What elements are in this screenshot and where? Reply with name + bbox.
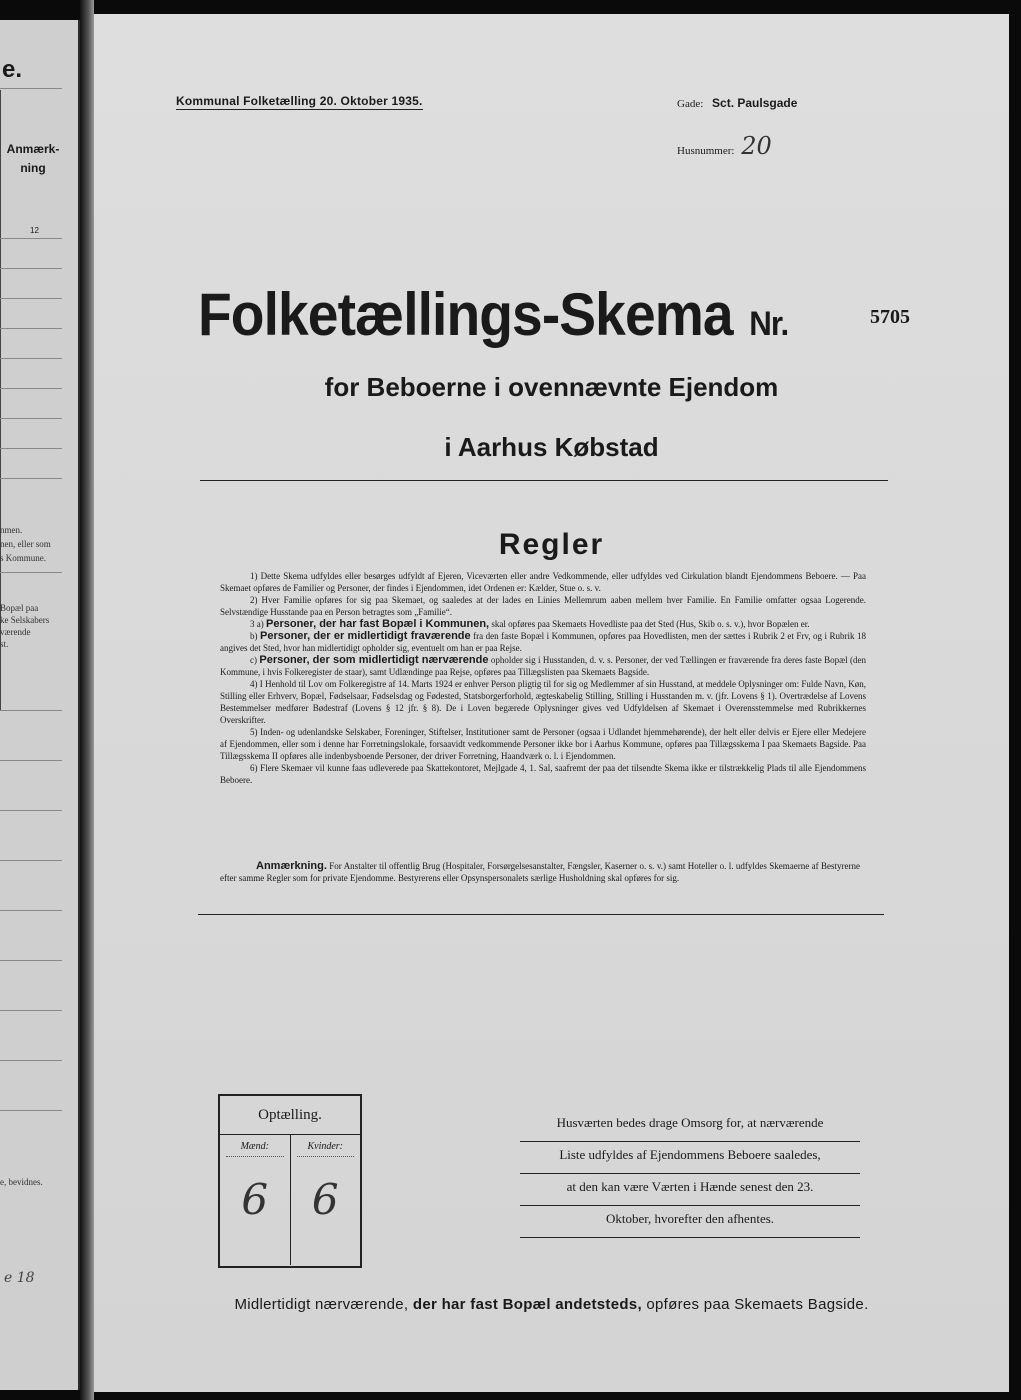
landlord-notice <box>520 1110 860 1238</box>
scan-border <box>1009 0 1021 1400</box>
rule-5: 5) Inden- og udenlandske Selskaber, Foreninger, Stiftelser, Institutioner samt de Personer (ogsaa i Udlandet hjemmehørende), der helt eller delvis er Ejere eller Medejere af Ejendommen, eller som i denne har Forretningslokale, forsaavidt vedkommende Personer ikke bor i Aarhus Kommune, opføres paa Tillægsskema I paa Skemaets Bagside. Paa Tillægsskema II opføres alle indenbysboende Personer, der driver Forretning, Haandværk o. l. i Ejendommen. <box>220 727 866 761</box>
schema-number: 5705 <box>870 306 910 328</box>
rule-1: 1) Dette Skema udfyldes eller besørges udfyldt af Ejeren, Viceværten eller andre Vedkommende, eller udfyldes ved Cirkulation blandt Ejendommens Beboere. — Paa Skemaet opføres de Familier og Personer, der findes i Ejendommen, idet Ordenen er: Kælder, Stue o. s. v. <box>220 571 866 593</box>
rule-3c-prefix: c) <box>250 655 257 665</box>
previous-page-text: nen, eller som <box>0 539 51 549</box>
previous-page-rule <box>0 1110 62 1111</box>
rule-3a <box>220 618 866 630</box>
footer-part-3: opføres paa Skemaets Bagside. <box>646 1296 869 1313</box>
previous-page-text: Bopæl paa <box>0 603 39 613</box>
women-column <box>291 1135 361 1265</box>
remark-text: For Anstalter til offentlig Brug (Hospitaler, Forsørgelsesanstalter, Fængsler, Kaserner o. s. v.) samt Hoteller o. l. udfyldes Skemaerne af Bestyrerne efter samme Regler som for private Ejendomme. Bestyrerens eller Opsynspersonalets særlige Husholdning skal opføres for sig. <box>220 861 860 883</box>
previous-page-handwriting: e 18 <box>4 1270 35 1286</box>
form-title <box>198 280 788 349</box>
rule-3a-bold: Personer, der har fast Bopæl i Kommunen, <box>266 618 490 630</box>
previous-page-rule <box>0 910 62 911</box>
remark-label: Anmærkning. <box>256 860 327 872</box>
women-count: 6 <box>311 1175 339 1224</box>
previous-page-rule <box>0 710 62 711</box>
remark-paragraph <box>220 860 860 884</box>
previous-page-rule <box>0 760 62 761</box>
form-subtitle-1: for Beboerne i ovennævnte Ejendom <box>324 372 779 402</box>
previous-page-rule <box>0 358 62 359</box>
rule-4: 4) I Henhold til Lov om Folkeregistre af 14. Marts 1924 er enhver Person pligtig til for sig og Medlemmer af sin Husstand, at meddele Oplysninger om: Fulde Navn, Køn, Stilling eller Erhverv, Bopæl, Fødselsaar, Fødselsdag og Fødested, Statsborgerforhold, ægteskabelig Stilling, Stilling i Husstanden m. v. (jfr. Lovens § 1). Overtrædelse af Lovens Bestemmelser medfører Bødestraf (Lovens § 12 jfr. § 8). De i Loven begærede Oplysninger gives ved Udfyldelsen af Skemaet i Overensstemmelse med Rubrikkernes Overskrifter. <box>220 679 866 725</box>
rule-2: 2) Hver Familie opføres for sig paa Skemaet, og saaledes at der lades en Linies Mellemrum aaben mellem hver Familie. En Familie omfatter ogsaa Logerende. Selvstændige Husstande paa en Person betragtes som „Familie“. <box>220 595 866 617</box>
census-form-page <box>94 14 1009 1392</box>
previous-page-rule <box>0 1010 62 1011</box>
rule-3b-prefix: b) <box>250 631 258 641</box>
previous-page-text: værende <box>0 627 31 637</box>
rule-3c-rest: opholder sig i Husstanden, d. v. s. Personer, der ved Tællingen er fraværende fra deres faste Bopæl (den Kommune, i hvis Folkeregister de staar), samt Udlændinge paa Rejse, opføres paa Tillægslisten paa Skemaets Bagside. <box>220 655 867 677</box>
men-label: Mænd: <box>226 1135 284 1157</box>
previous-page-text: s Kommune. <box>0 553 46 563</box>
street-label: Gade: <box>677 98 704 110</box>
previous-page-text: e, bevidnes. <box>0 1177 43 1187</box>
previous-page-rule <box>0 268 62 269</box>
previous-page-rule <box>0 478 62 479</box>
previous-page-rule <box>0 448 62 449</box>
rule-3b-bold: Personer, der er midlertidigt fraværende <box>260 630 471 642</box>
notice-line: Husværten bedes drage Omsorg for, at nærværende <box>520 1110 860 1142</box>
previous-page-rule <box>0 238 62 239</box>
book-gutter <box>80 0 94 1400</box>
previous-page-rule <box>0 960 62 961</box>
footer-part-2: der har fast Bopæl andetsteds, <box>412 1296 642 1313</box>
rule-6: 6) Flere Skemaer vil kunne faas udleverede paa Skattekontoret, Mejlgade 4, 1. Sal, saafremt der paa det tilsendte Skema ikke er tilstrækkelig Plads til alle Ejendommens Beboere. <box>220 763 866 785</box>
previous-page-fragment <box>0 20 80 1390</box>
previous-page-text: ke Selskabers <box>0 615 50 625</box>
house-number-value: 20 <box>741 132 772 160</box>
rule-3c-bold: Personer, der som midlertidigt nærværende <box>259 654 489 666</box>
rule-3a-rest: skal opføres paa Skemaets Hovedliste paa det Sted (Hus, Skib o. s. v.), hvor Bopælen er. <box>491 619 810 629</box>
previous-page-text: st. <box>0 639 9 649</box>
previous-page-rule <box>0 418 62 419</box>
rule-3b <box>220 630 866 654</box>
count-heading: Optælling. <box>220 1096 360 1135</box>
women-label: Kvinder: <box>297 1135 355 1157</box>
notice-line: Liste udfyldes af Ejendommens Beboere saaledes, <box>520 1142 860 1174</box>
house-number-field <box>677 132 772 160</box>
divider-rule <box>200 480 888 481</box>
rule-3c <box>220 654 866 678</box>
house-number-label: Husnummer: <box>677 145 735 157</box>
rules-heading: Regler <box>498 528 605 561</box>
previous-page-rule <box>0 328 62 329</box>
previous-page-rule <box>0 810 62 811</box>
rule-3a-prefix: 3 a) <box>250 619 264 629</box>
column-heading-text: Anmærk- ning <box>6 142 60 175</box>
rules-text <box>220 570 866 786</box>
footer-part-1: Midlertidigt nærværende, <box>234 1296 409 1313</box>
previous-page-rule <box>0 88 62 89</box>
footer-note <box>94 1296 1009 1313</box>
previous-page-rule <box>0 860 62 861</box>
previous-page-rule <box>0 388 62 389</box>
men-column <box>220 1135 291 1265</box>
form-title-main: Folketællings-Skema <box>198 281 733 348</box>
men-count: 6 <box>241 1175 269 1224</box>
form-subtitle-2: i Aarhus Købstad <box>444 432 659 462</box>
previous-page-rule <box>0 298 62 299</box>
previous-page-column-number: 12 <box>30 226 39 235</box>
census-header-line: Kommunal Folketælling 20. Oktober 1935. <box>176 94 423 108</box>
notice-line: at den kan være Værten i Hænde senest den 23. <box>520 1174 860 1206</box>
street-value: Sct. Paulsgade <box>712 96 798 110</box>
previous-page-edge-letter: e. <box>2 56 23 83</box>
form-title-nr: Nr. <box>749 305 789 343</box>
count-box <box>218 1094 362 1268</box>
rule-3b-rest: fra den faste Bopæl i Kommunen, opføres paa Hovedlisten, men der sættes i Rubrik 2 et Frv, og i Rubrik 18 angives det Sted, hvor han midlertidigt opholder sig, eventuelt om han er paa Rejse. <box>220 631 867 653</box>
previous-page-rule <box>0 1060 62 1061</box>
previous-page-column-heading <box>4 140 62 178</box>
notice-line: Oktober, hvorefter den afhentes. <box>520 1206 860 1238</box>
previous-page-rule <box>0 572 62 573</box>
street-field <box>677 96 797 110</box>
previous-page-text: nmen. <box>0 525 23 535</box>
divider-rule <box>198 914 884 915</box>
